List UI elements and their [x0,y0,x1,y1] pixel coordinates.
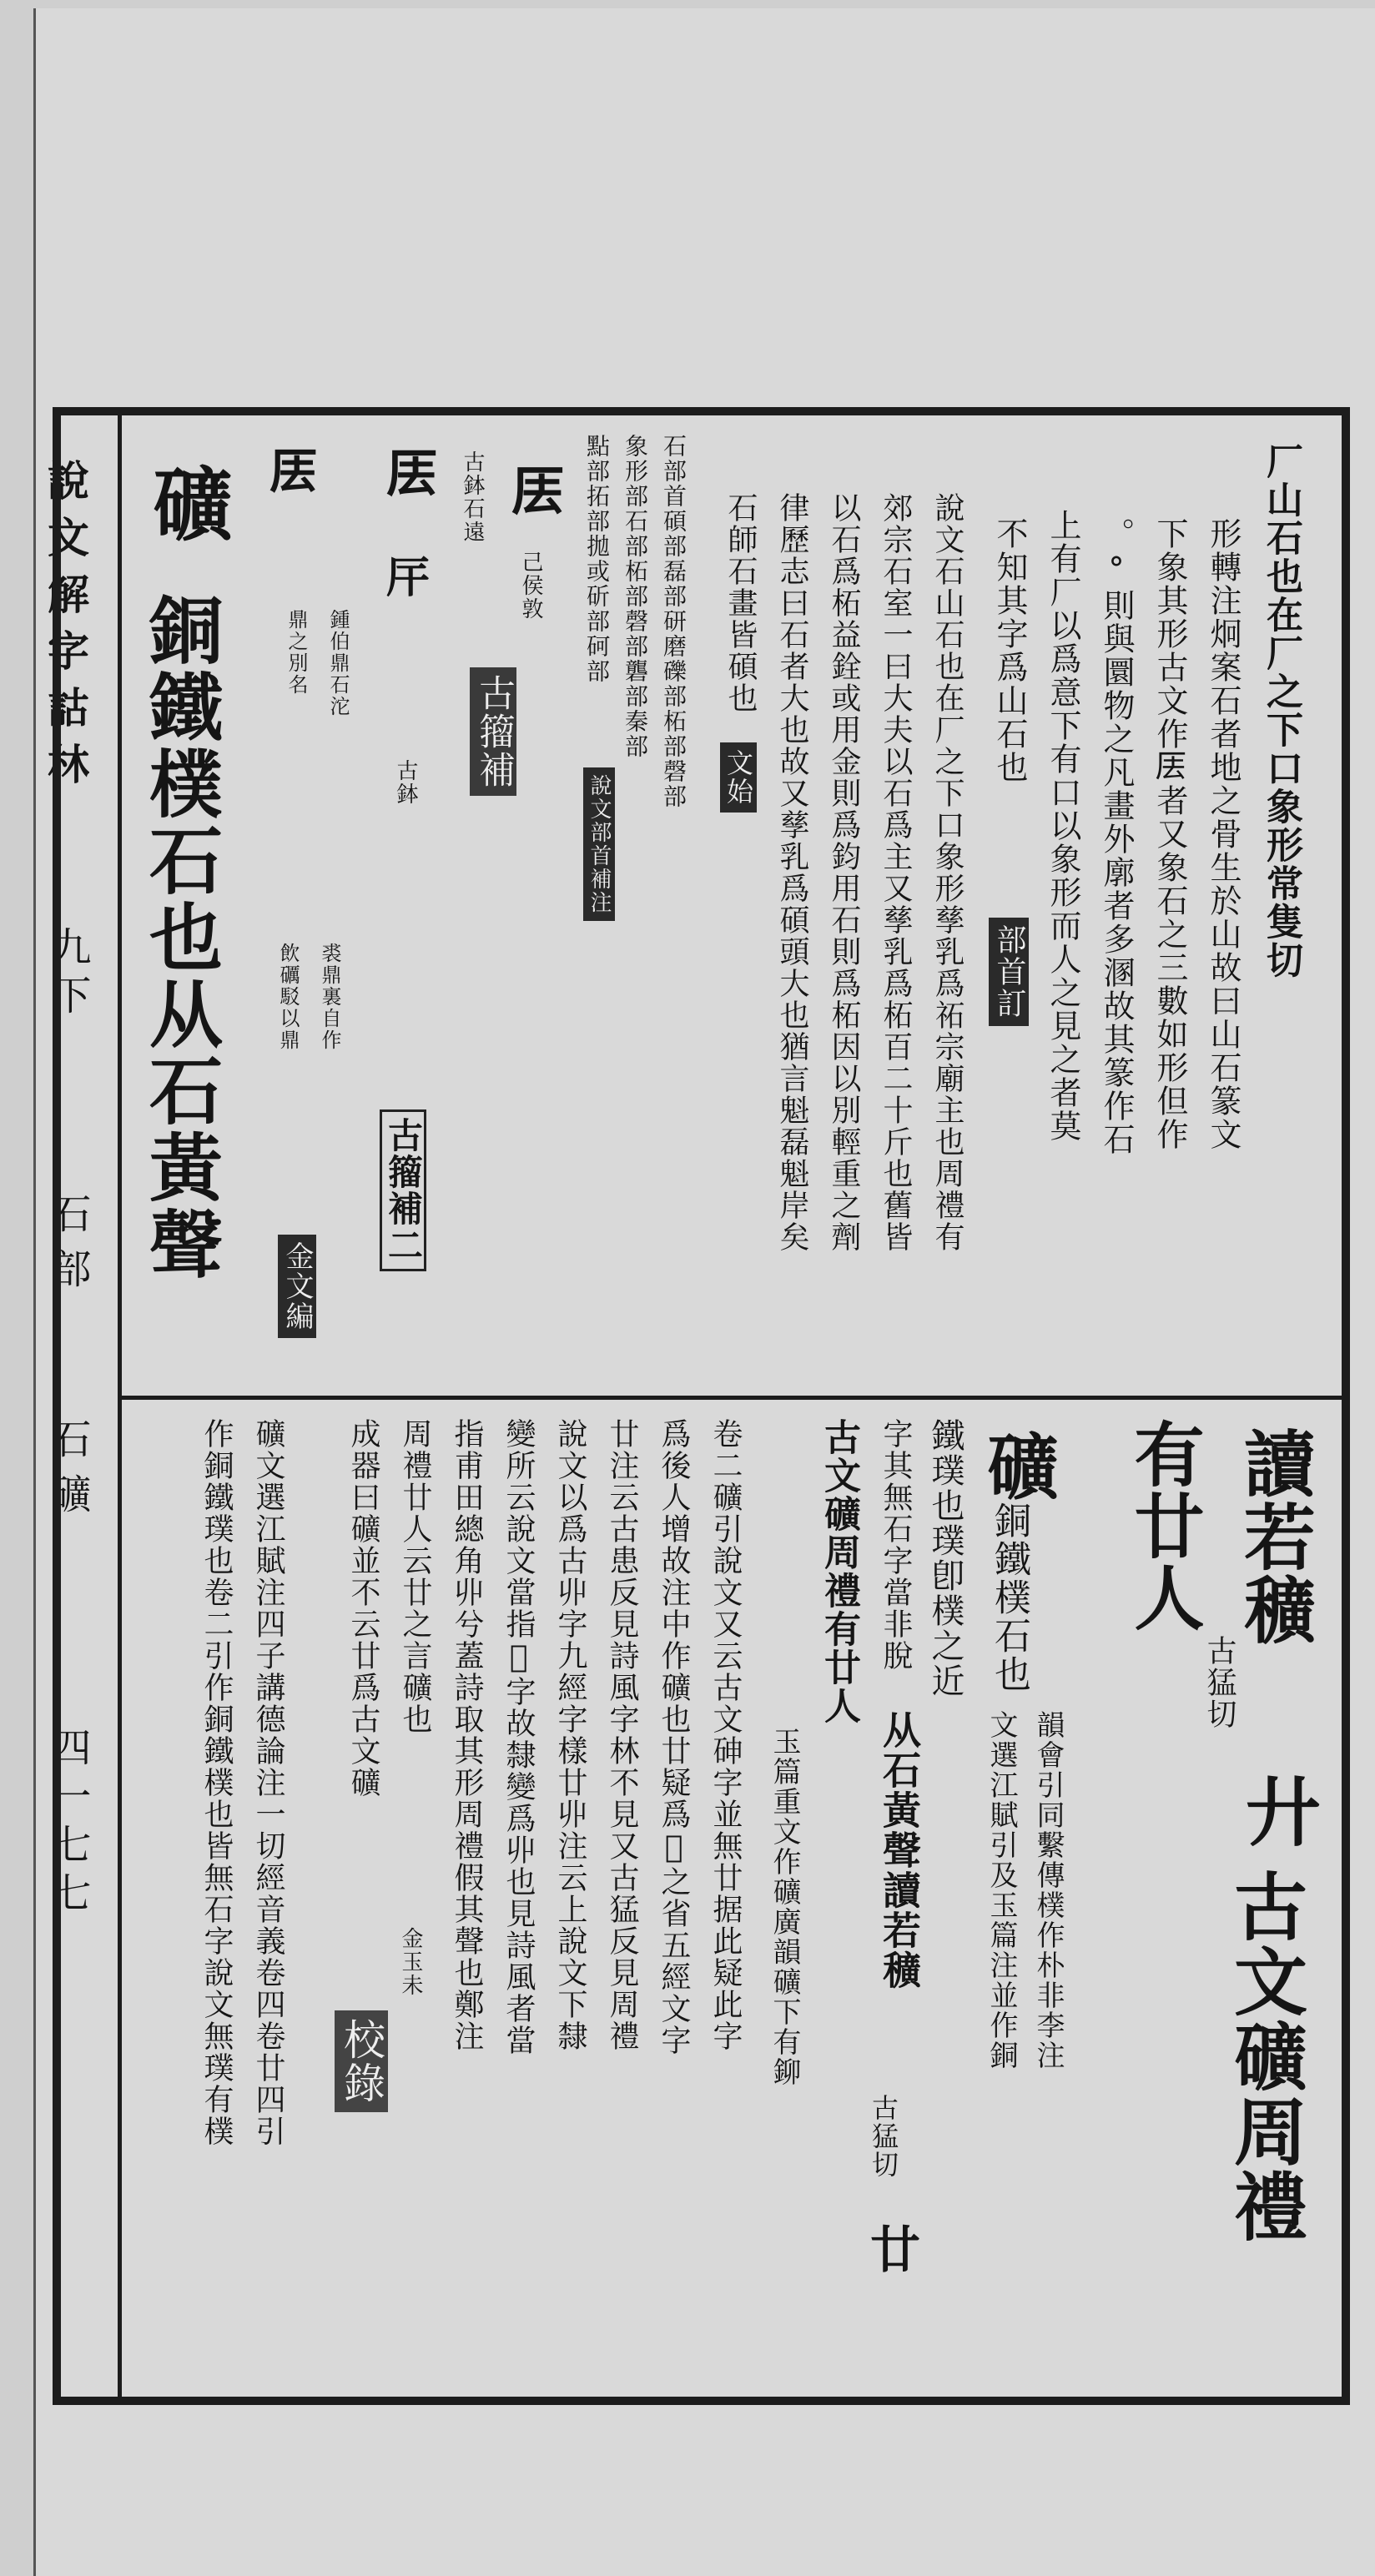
upper-col-14: 點部拓部拋或斫部砢部 [583,434,611,684]
volume-label: 九下 [44,926,91,1023]
upper-col-5: 上有厂以爲意下有口以象形而人之見之者莫 [1045,509,1081,1143]
lower-col-k: 周禮廿人云廿之言礦也 [398,1418,432,1735]
lower-col-n: 作銅鐵璞也卷二引作銅鐵樸也皆無石字說文無璞有樸 [199,1418,234,2147]
label-zhuanbu: 說文部首補注 [583,767,615,921]
entry-chars: 石礦 [44,1418,91,1528]
inner-rule [118,407,122,2405]
lower-seal-gong: 廾 [1246,1769,1321,1857]
seal-note-3: 鍾伯鼎石沱 [326,609,350,717]
seal-shi-3: 厈 [386,553,431,603]
seal-note-2: 古鉢 [393,759,418,806]
lower-head-read-note: 古猛切 [1202,1635,1236,1730]
label-guzhoubu: 古籀補 [470,667,516,796]
lower-col-h: 說文以爲古丱字九經字樣廿丱注云上說文下隸 [553,1418,587,2052]
lower-col-e: 卷二礦引說文又云古文砷字並無廿据此疑此字 [708,1418,743,2052]
lower-head-guwen: 古文礦周禮 [1222,1869,1309,2244]
lower-col-a: 銅鐵樸石也 [988,1502,1030,1693]
upper-col-1: 厂山石也在厂之下口象形常隻切 [1260,442,1302,979]
upper-col-10: 律歷志曰石者大也故又孳乳爲碩頭大也猶言魁磊魁岸矣 [775,492,809,1253]
label-jinwen: 金文編 [278,1235,316,1338]
label-wenshi: 文始 [720,742,757,813]
seal-note-6: 飲礪駁以鼎 [276,943,300,1051]
lower-head-col2: 有廿人 [1123,1418,1206,1633]
lower-head-read: 讀若穬 [1231,1426,1316,1647]
lower-col-b: 鐵璞也璞卽樸之近 [926,1418,965,1698]
lower-col-l: 成器曰礦並不云廿爲古文礦 [346,1418,380,1799]
lower-col-j: 指甫田總角丱兮蓋詩取其形周禮假其聲也鄭注 [450,1418,484,2052]
lower-col-d: 古文礦周禮有廿人 [818,1418,860,1725]
upper-col-13: 象形部石部柘部磬部礱部秦部 [622,434,649,759]
upper-col-3: 下象其形古文作𠩂者又象石之三數如形但作 [1151,517,1188,1151]
seal-shi-1: 𠩂 [511,461,565,523]
lower-col-d2: 玉篇重文作礦廣韻礦下有鉚 [768,1727,801,2087]
lower-col-i: 變所云說文當指𠧔字故隸變爲丱也見詩風者當 [501,1418,536,2056]
label-jiaolu: 校錄 [335,2010,388,2112]
label-guzhoubu-2: 古籀補二 [380,1109,426,1271]
lower-col-c: 字其無石字當非脫 [879,1418,913,1672]
book-title: 說文解字詁林 [41,459,90,799]
book-page [33,8,1375,2576]
seal-note-4: 鼎之別名 [285,609,308,696]
seal-shi-4: 𠩂 [269,443,319,500]
seal-jiaguwen: 古鉢石遠 [460,450,485,544]
lower-seal-small: 廿 [870,2221,920,2280]
page-number: 四一七七 [44,1727,91,1920]
lower-col-g: 廿注云古患反見詩風字林不見又古猛反見周禮 [605,1418,639,2052]
upper-col-9: 以石爲柘益銓或用金則爲鈞用石則爲柘因以別輕重之劑 [827,492,861,1253]
lower-col-k2: 金玉未 [398,1927,423,1997]
label-bushou: 部首訂 [989,918,1029,1026]
head-seal-char: 礦 [153,459,233,552]
lower-col-a2: 韻會引同繫傳樸作朴非李注 [1031,1710,1065,2070]
upper-col-7: 說文石山石也在厂之下口象形孳乳爲祏宗廟主也周禮有 [930,492,965,1253]
lower-col-b3: 古猛切 [868,2094,899,2179]
lower-col-m: 礦文選江賦注四子講德論注一切經音義卷四卷廿四引 [251,1418,285,2147]
upper-col-11: 石師石畫皆碩也 [723,492,758,714]
upper-col-6: 不知其字爲山石也 [991,517,1028,784]
seal-shi-2: 𠩂 [386,443,439,504]
seal-note-5: 裘鼎裏自作 [318,943,341,1051]
lower-seal-kuang: 礦 [987,1426,1059,1510]
head-char-large: 銅鐵樸石也从石黃聲 [138,592,224,1283]
upper-col-4: 。°則與圜物之凡畫外廓者多溷故其篆作石 [1098,517,1135,1156]
seal-note-1: 己侯敦 [518,551,543,621]
lower-col-f: 爲後人增故注中作礦也廿疑爲𠧔之省五經文字 [657,1418,691,2056]
lower-col-b2: 从石黃聲讀若穬 [877,1710,922,1990]
middle-rule [118,1396,1342,1400]
lower-col-a3: 文選江賦引及玉篇注並作銅 [985,1710,1018,2070]
upper-col-2: 形轉注炯案石者地之骨生於山故曰山石篆文 [1205,517,1242,1151]
upper-col-12: 石部首碩部磊部研磨礫部柘部磬部 [660,434,688,809]
upper-col-8: 郊宗石室一曰大夫以石爲主又孳乳爲柘百二十斤也舊皆 [879,492,913,1253]
section-label: 石部 [44,1193,91,1303]
